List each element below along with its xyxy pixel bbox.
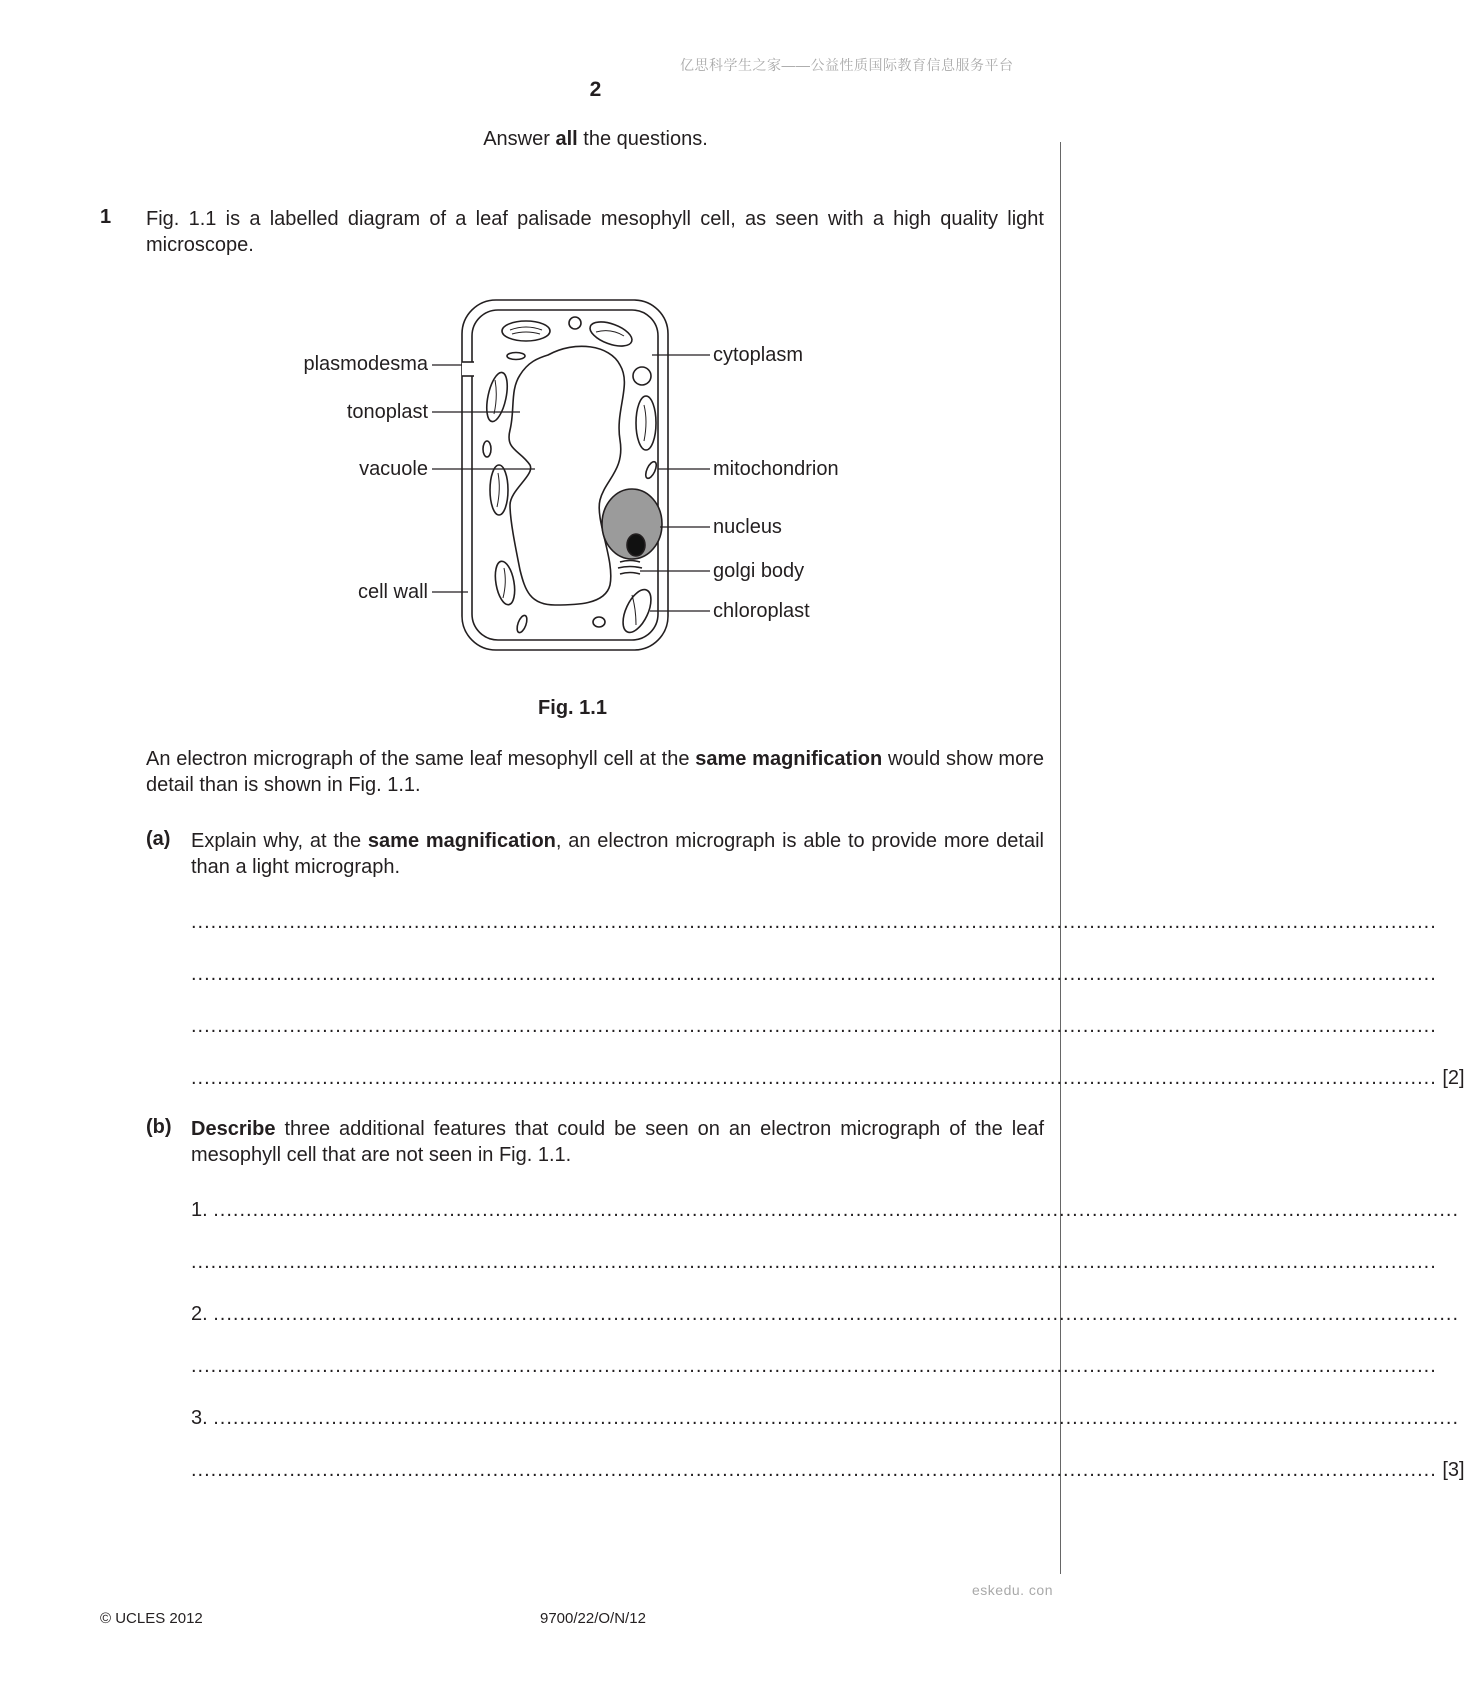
label-cytoplasm: cytoplasm bbox=[713, 344, 804, 366]
item-number-2: 2. bbox=[191, 1303, 208, 1325]
question-number: 1 bbox=[100, 206, 112, 228]
part-a-marks: [2] bbox=[1442, 1067, 1465, 1089]
answer-line-a1[interactable]: .............................................................................................................................................................................................. bbox=[191, 911, 1437, 933]
part-b-marks: [3] bbox=[1442, 1459, 1465, 1481]
page-number: 2 bbox=[589, 78, 602, 101]
header-watermark: 亿思科学生之家——公益性质国际教育信息服务平台 bbox=[680, 57, 1014, 73]
label-plasmodesma: plasmodesma bbox=[303, 353, 428, 375]
part-b-label: (b) bbox=[146, 1116, 172, 1138]
footer-watermark: eskedu. con bbox=[972, 1582, 1053, 1598]
label-chloroplast: chloroplast bbox=[713, 600, 810, 622]
answer-line-b1-cont[interactable]: .............................................................................................................................................................................................. bbox=[191, 1251, 1437, 1273]
instruction: Answer all the questions. bbox=[483, 128, 708, 150]
answer-line-a4[interactable]: .............................................................................................................................................................................................. [2] bbox=[191, 1067, 1465, 1089]
paper-code: 9700/22/O/N/12 bbox=[540, 1610, 646, 1627]
part-a-label: (a) bbox=[146, 828, 171, 850]
label-nucleus: nucleus bbox=[713, 516, 782, 538]
answer-line-b1[interactable]: 1. .............................................................................................................................................................................................. bbox=[191, 1199, 1460, 1221]
answer-line-b2[interactable]: 2. .............................................................................................................................................................................................. bbox=[191, 1303, 1460, 1325]
answer-line-b3[interactable]: 3. .............................................................................................................................................................................................. bbox=[191, 1407, 1460, 1429]
answer-line-a3[interactable]: .............................................................................................................................................................................................. bbox=[191, 1015, 1437, 1037]
question-statement: An electron micrograph of the same leaf mesophyll cell at the same magnification would show more detail than is shown in Fig. 1.1. bbox=[146, 748, 1044, 796]
part-b-text: Describe three additional features that could be seen on an electron micrograph of the leaf mesophyll cell that are not seen in Fig. 1.1. bbox=[191, 1118, 1044, 1166]
item-number-1: 1. bbox=[191, 1199, 208, 1221]
label-mitochondrion: mitochondrion bbox=[713, 458, 839, 480]
label-tonoplast: tonoplast bbox=[346, 401, 428, 423]
label-cell-wall: cell wall bbox=[357, 581, 428, 603]
part-a-text: Explain why, at the same magnification, an electron micrograph is able to provide more detail than a light micrograph. bbox=[191, 830, 1044, 878]
answer-line-b3-cont[interactable]: .............................................................................................................................................................................................. [3] bbox=[191, 1459, 1465, 1481]
answer-line-b2-cont[interactable]: .............................................................................................................................................................................................. bbox=[191, 1355, 1437, 1377]
item-number-3: 3. bbox=[191, 1407, 208, 1429]
label-golgi-body: golgi body bbox=[713, 560, 805, 582]
copyright: © UCLES 2012 bbox=[100, 1610, 203, 1627]
question-intro: Fig. 1.1 is a labelled diagram of a leaf palisade mesophyll cell, as seen with a high quality light microscope. bbox=[146, 208, 1044, 256]
figure-caption: Fig. 1.1 bbox=[538, 697, 607, 719]
cell-diagram bbox=[0, 280, 1191, 680]
answer-line-a2[interactable]: .............................................................................................................................................................................................. bbox=[191, 963, 1437, 985]
label-vacuole: vacuole bbox=[359, 458, 428, 480]
